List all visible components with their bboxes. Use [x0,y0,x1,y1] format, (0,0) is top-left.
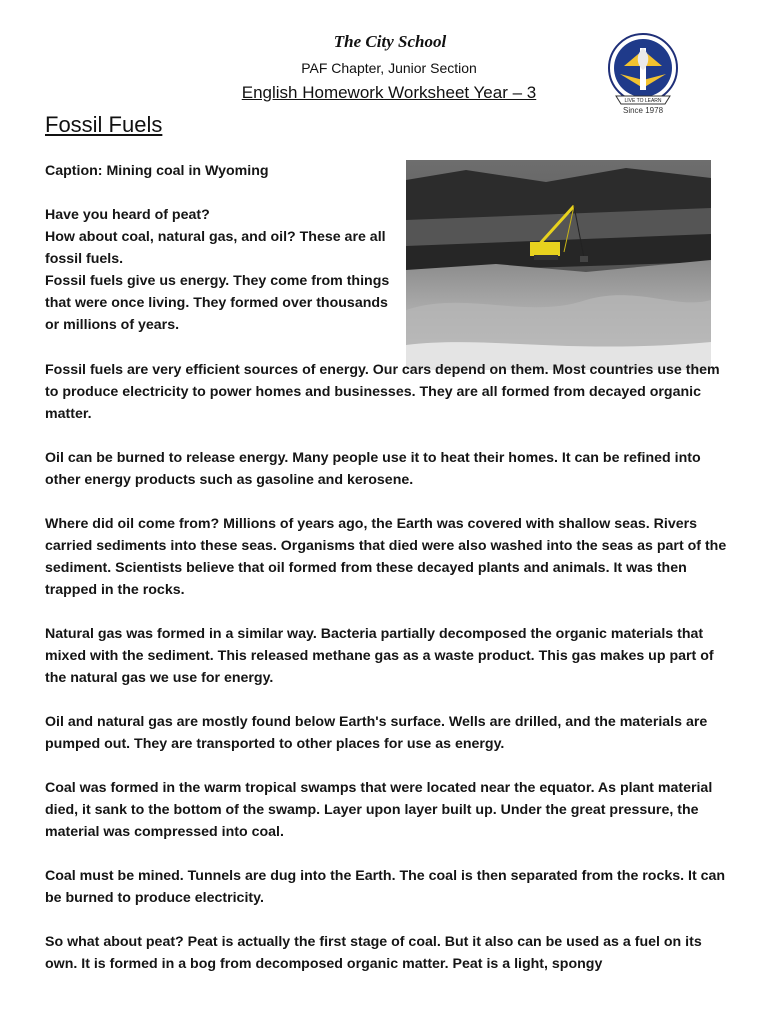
intro-block [45,204,400,336]
paragraph-text: Coal was formed in the warm tropical swamps that were located near the equator. As plant material died, it sank to the bottom of the swamp. Layer upon layer built up. Under the great pressure, the material was compressed into coal. [45,780,713,840]
caption-block [45,160,400,182]
chapter-line: PAF Chapter, Junior Section [301,60,477,76]
paragraph [45,777,735,843]
paragraph-text: Where did oil come from? Millions of years ago, the Earth was covered with shallow seas. Rivers carried sediments into these seas. Organisms that died were also washed into the seas as part of the sediment. Scientists believe that oil formed from these decayed plants and animals. It was then trapped in the rocks. [45,516,727,598]
worksheet-title: English Homework Worksheet Year – 3 [241,83,537,102]
paragraph [45,931,735,975]
intro-line: How about coal, natural gas, and oil? These are all fossil fuels. [45,229,386,267]
page-title: Fossil Fuels [45,112,163,137]
logo-motto: LIVE TO LEARN [624,98,662,104]
school-name: The City School [333,32,447,51]
logo-since: Since 1978 [622,106,664,115]
paragraph-text: Oil and natural gas are mostly found below Earth's surface. Wells are drilled, and the materials are pumped out. They are transported to other places for use as energy. [45,714,708,752]
paragraph [45,447,735,491]
intro-line: Fossil fuels give us energy. They come from things that were once living. They formed over thousands or millions of years. [45,273,390,333]
intro-line: Have you heard of peat? [45,207,210,223]
photo-caption: Caption: Mining coal in Wyoming [45,163,269,179]
paragraph [45,359,735,425]
paragraph [45,513,735,601]
paragraph [45,623,735,689]
paragraph [45,711,735,755]
paragraph-text: Natural gas was formed in a similar way. Bacteria partially decomposed the organic materials that mixed with the sediment. This released methane gas as a waste product. This gas makes up part of the natural gas we use for energy. [45,626,714,686]
paragraph [45,865,735,909]
paragraph-text: Fossil fuels are very efficient sources of energy. Our cars depend on them. Most countries use them to produce electricity to power homes and businesses. They are all formed from decayed organic matter. [45,362,720,422]
paragraph-text: Oil can be burned to release energy. Many people use it to heat their homes. It can be refined into other energy products such as gasoline and kerosene. [45,450,701,488]
paragraph-text: So what about peat? Peat is actually the first stage of coal. But it also can be used as a fuel on its own. It is formed in a bog from decomposed organic matter. Peat is a light, spongy [45,934,702,972]
paragraph-text: Coal must be mined. Tunnels are dug into the Earth. The coal is then separated from the rocks. It can be burned to produce electricity. [45,868,726,906]
coal-mining-photo [406,160,711,370]
